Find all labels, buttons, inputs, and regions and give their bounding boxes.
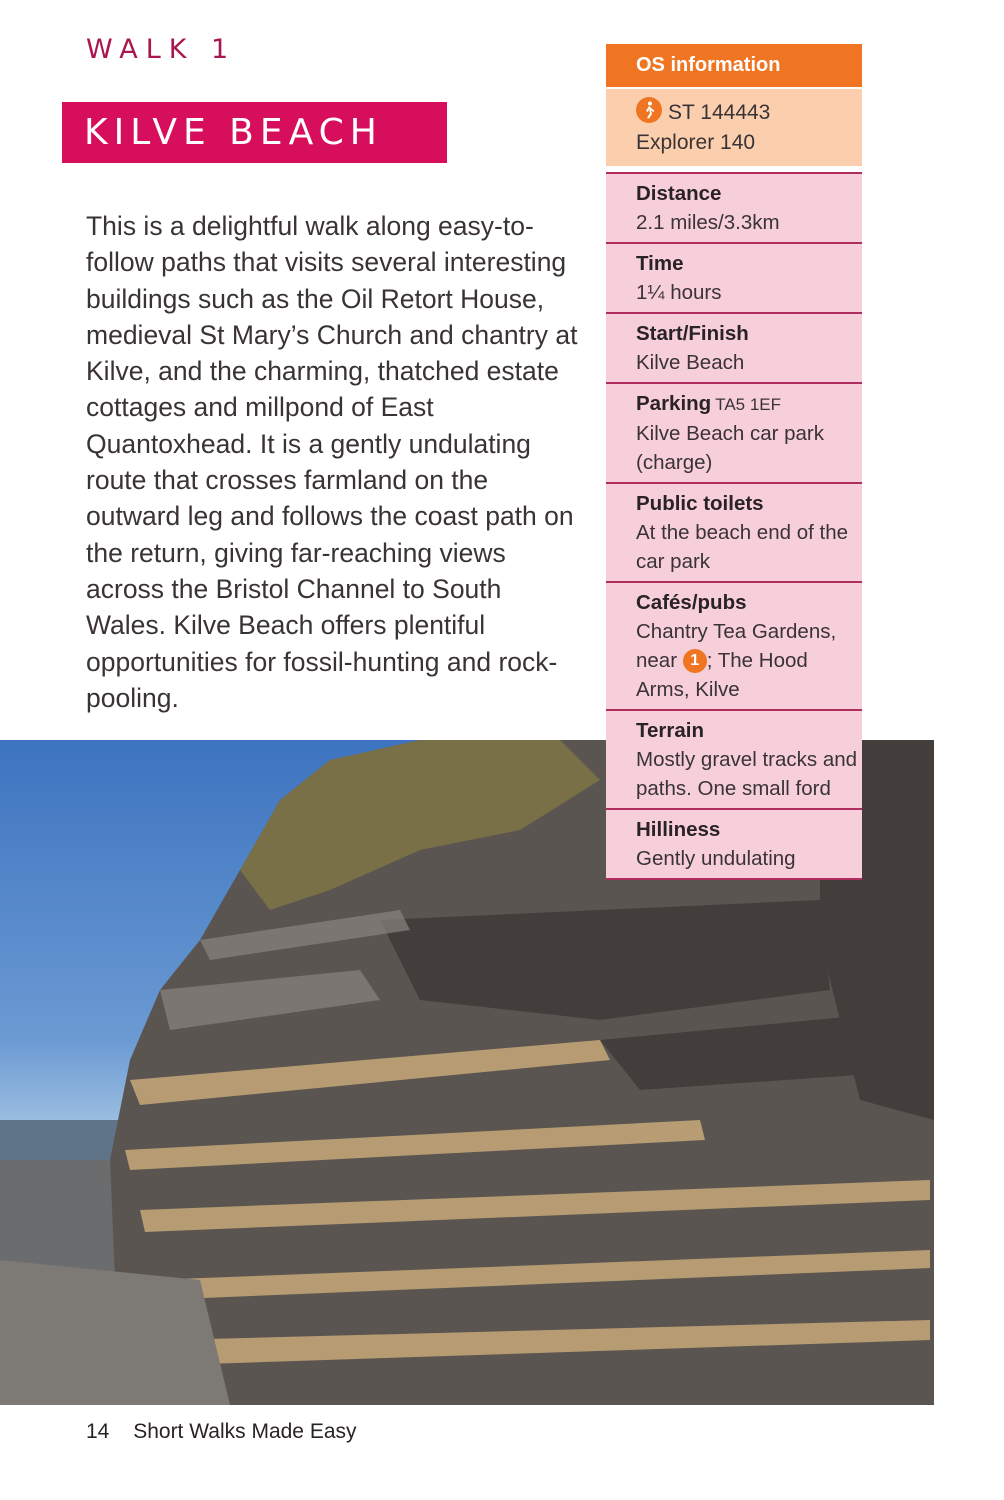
fact-label: Start/Finish: [636, 322, 749, 345]
fact-label: Public toilets: [636, 492, 764, 515]
cafe-text-a: Chantry Tea Gardens, near: [636, 620, 837, 672]
fact-distance: [606, 174, 862, 244]
fact-value: Kilve Beach car park (charge): [636, 422, 825, 474]
fact-hilliness: [606, 810, 862, 880]
grid-reference-value: ST 144443: [668, 101, 771, 124]
fact-time: [606, 244, 862, 314]
walk-number-label: WALK 1: [86, 34, 237, 65]
route-point-marker: 1: [683, 649, 707, 673]
parking-label: Parking: [636, 392, 712, 415]
fact-value: 1¼ hours: [636, 281, 722, 304]
cafe-text-b: ; The Hood Arms, Kilve: [636, 649, 808, 701]
fact-label: Cafés/pubs: [636, 591, 747, 614]
fact-public-toilets: [606, 484, 862, 583]
fact-label: Time: [636, 252, 684, 275]
os-map-name: Explorer 140: [636, 131, 756, 154]
fact-value: Kilve Beach: [636, 351, 745, 374]
walk-info-panel: [606, 44, 862, 880]
fact-value: Gently undulating: [636, 847, 796, 870]
fact-label: [636, 389, 862, 419]
page-footer: [86, 1420, 357, 1444]
os-info-heading: OS information: [606, 44, 862, 87]
grid-reference: [636, 97, 862, 128]
page-number: 14: [86, 1420, 110, 1443]
fact-value: 2.1 miles/3.3km: [636, 211, 780, 234]
fact-parking: [606, 384, 862, 484]
intro-paragraph: This is a delightful walk along easy-to-follow paths that visits several interesting buildings such as the Oil Retort House, medieval St Mary’s Church and chantry at Kilve, and the charming, thatched estate cottages and millpond of East Quantoxhead. It is a gently undulating route that crosses farmland on the outward leg and follows the coast path on the return, giving far-reaching views across the Bristol Channel to South Wales. Kilve Beach offers plentiful opportunities for fossil-hunting and rock-pooling.: [86, 211, 578, 713]
walk-title-banner: [62, 102, 447, 163]
fact-label: Hilliness: [636, 818, 721, 841]
fact-label: Terrain: [636, 719, 704, 742]
book-title: Short Walks Made Easy: [133, 1420, 357, 1443]
walker-icon: [636, 97, 662, 123]
fact-value: [636, 617, 862, 704]
fact-start-finish: [606, 314, 862, 384]
fact-terrain: [606, 711, 862, 810]
os-info-body: [606, 87, 862, 166]
walk-facts: [606, 172, 862, 880]
fact-value: Mostly gravel tracks and paths. One small ford: [636, 748, 858, 800]
parking-postcode: TA5 1EF: [715, 395, 782, 414]
walk-title: KILVE BEACH: [84, 112, 383, 153]
fact-cafes-pubs: [606, 583, 862, 711]
fact-value: At the beach end of the car park: [636, 521, 848, 573]
fact-label: Distance: [636, 182, 722, 205]
